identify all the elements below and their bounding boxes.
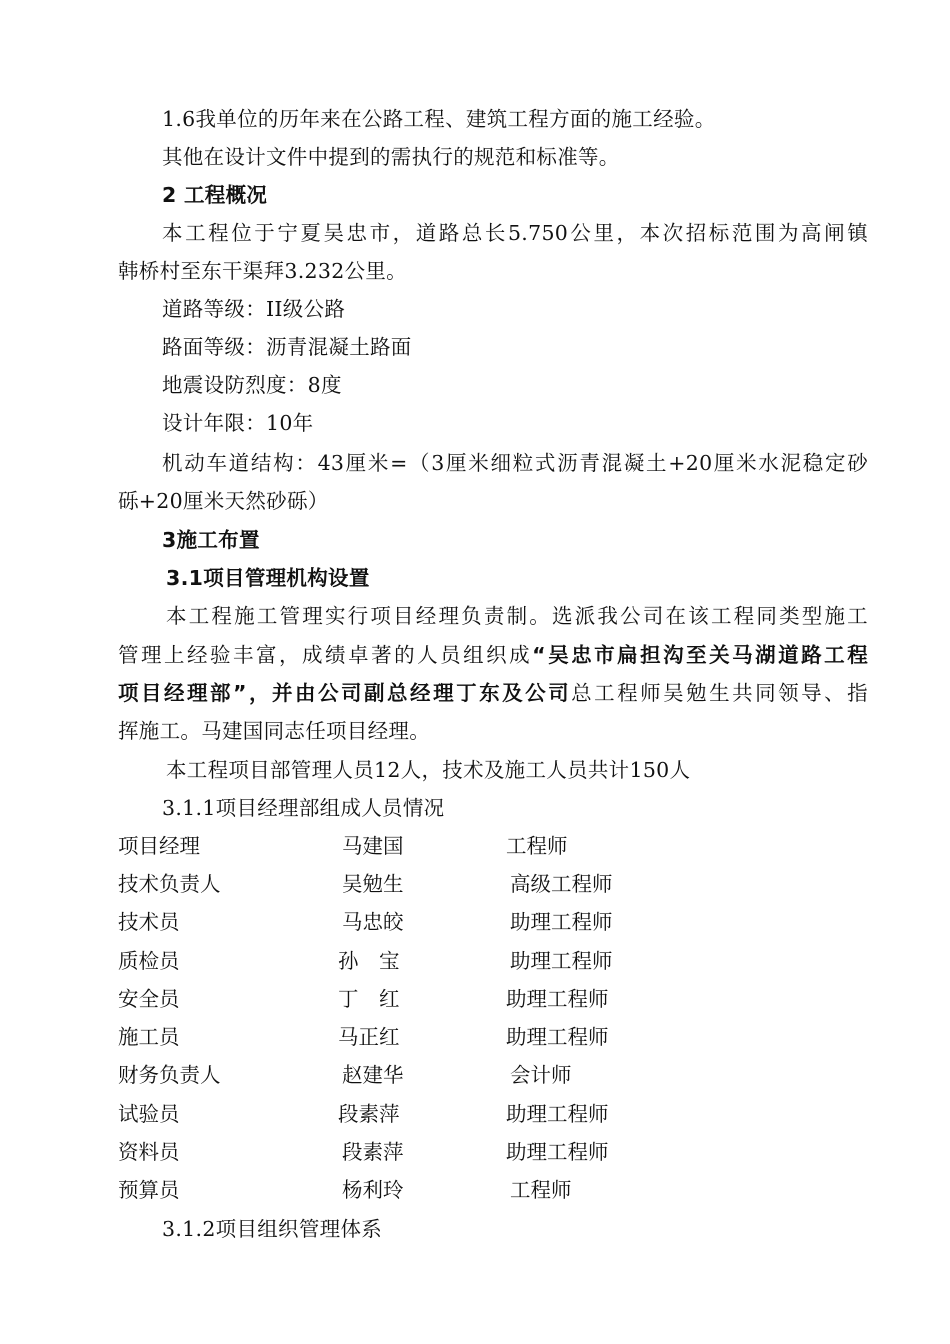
table-row xyxy=(0,1099,950,1129)
staff-name: 孙 宝 xyxy=(338,949,400,973)
table-row xyxy=(0,946,950,976)
table-row xyxy=(0,869,950,899)
heading-staff-composition: 3.1.1项目经理部组成人员情况 xyxy=(162,796,445,820)
staff-name: 马正红 xyxy=(338,1025,400,1049)
paragraph-location-line2: 韩桥村至东干渠拜3.232公里。 xyxy=(118,259,407,283)
table-row xyxy=(0,1175,950,1205)
heading-project-overview: 2 工程概况 xyxy=(162,183,268,207)
staff-name: 段素萍 xyxy=(342,1140,404,1164)
staff-role: 质检员 xyxy=(118,949,180,973)
paragraph-standards: 其他在设计文件中提到的需执行的规范和标准等。 xyxy=(162,145,620,169)
staff-title: 助理工程师 xyxy=(506,1102,609,1126)
paragraph-management-line2 xyxy=(118,640,868,670)
staff-role: 安全员 xyxy=(118,987,180,1011)
seismic-intensity: 地震设防烈度：8度 xyxy=(162,373,342,397)
table-row xyxy=(0,831,950,861)
staff-role: 预算员 xyxy=(118,1178,180,1202)
design-life: 设计年限：10年 xyxy=(162,411,314,435)
heading-construction-layout: 3施工布置 xyxy=(162,528,260,552)
staff-name: 杨利玲 xyxy=(342,1178,404,1202)
table-row xyxy=(0,1022,950,1052)
staff-name: 段素萍 xyxy=(338,1102,400,1126)
project-department-name: “吴忠市扁担沟至关马湖道路工程 xyxy=(532,643,868,667)
staff-name: 丁 红 xyxy=(338,987,400,1011)
pavement-grade: 路面等级：沥青混凝土路面 xyxy=(162,335,412,359)
table-row xyxy=(0,984,950,1014)
paragraph-staff-count: 本工程项目部管理人员12人，技术及施工人员共计150人 xyxy=(166,758,691,782)
paragraph-experience: 1.6我单位的历年来在公路工程、建筑工程方面的施工经验。 xyxy=(162,107,716,131)
road-grade: 道路等级：II级公路 xyxy=(162,297,346,321)
paragraph-management-line4: 挥施工。马建国同志任项目经理。 xyxy=(118,719,430,743)
staff-title: 助理工程师 xyxy=(506,1140,609,1164)
management-text: 管理上经验丰富，成绩卓著的人员组织成 xyxy=(118,643,533,667)
paragraph-location-line1: 本工程位于宁夏吴忠市，道路总长5.750公里，本次招标范围为高闸镇 xyxy=(162,221,868,245)
management-text-cont: 总工程师吴勉生共同领导、指 xyxy=(571,681,868,705)
staff-role: 项目经理 xyxy=(118,834,200,858)
staff-title: 助理工程师 xyxy=(506,1025,609,1049)
staff-role: 技术负责人 xyxy=(118,872,221,896)
staff-name: 吴勉生 xyxy=(342,872,404,896)
staff-role: 技术员 xyxy=(118,910,180,934)
staff-role: 资料员 xyxy=(118,1140,180,1164)
staff-title: 助理工程师 xyxy=(510,949,613,973)
project-department-leaders: 项目经理部”，并由公司副总经理丁东及公司 xyxy=(118,681,572,705)
paragraph-management-line3 xyxy=(118,678,868,708)
staff-role: 施工员 xyxy=(118,1025,180,1049)
staff-title: 会计师 xyxy=(510,1063,572,1087)
heading-management-setup: 3.1项目管理机构设置 xyxy=(166,566,370,590)
paragraph-management-line1: 本工程施工管理实行项目经理负责制。选派我公司在该工程同类型施工 xyxy=(166,604,868,628)
staff-title: 工程师 xyxy=(506,834,568,858)
staff-title: 助理工程师 xyxy=(506,987,609,1011)
table-row xyxy=(0,907,950,937)
staff-title: 助理工程师 xyxy=(510,910,613,934)
heading-organization-system: 3.1.2项目组织管理体系 xyxy=(162,1217,383,1241)
staff-name: 赵建华 xyxy=(342,1063,404,1087)
table-row xyxy=(0,1137,950,1167)
staff-title: 高级工程师 xyxy=(510,872,613,896)
staff-name: 马忠皎 xyxy=(342,910,404,934)
staff-role: 试验员 xyxy=(118,1102,180,1126)
staff-role: 财务负责人 xyxy=(118,1063,221,1087)
lane-structure-line2: 砾+20厘米天然砂砾） xyxy=(118,489,329,513)
table-row xyxy=(0,1060,950,1090)
lane-structure-line1: 机动车道结构：43厘米=（3厘米细粒式沥青混凝土+20厘米水泥稳定砂 xyxy=(162,451,868,475)
staff-name: 马建国 xyxy=(342,834,404,858)
staff-title: 工程师 xyxy=(510,1178,572,1202)
